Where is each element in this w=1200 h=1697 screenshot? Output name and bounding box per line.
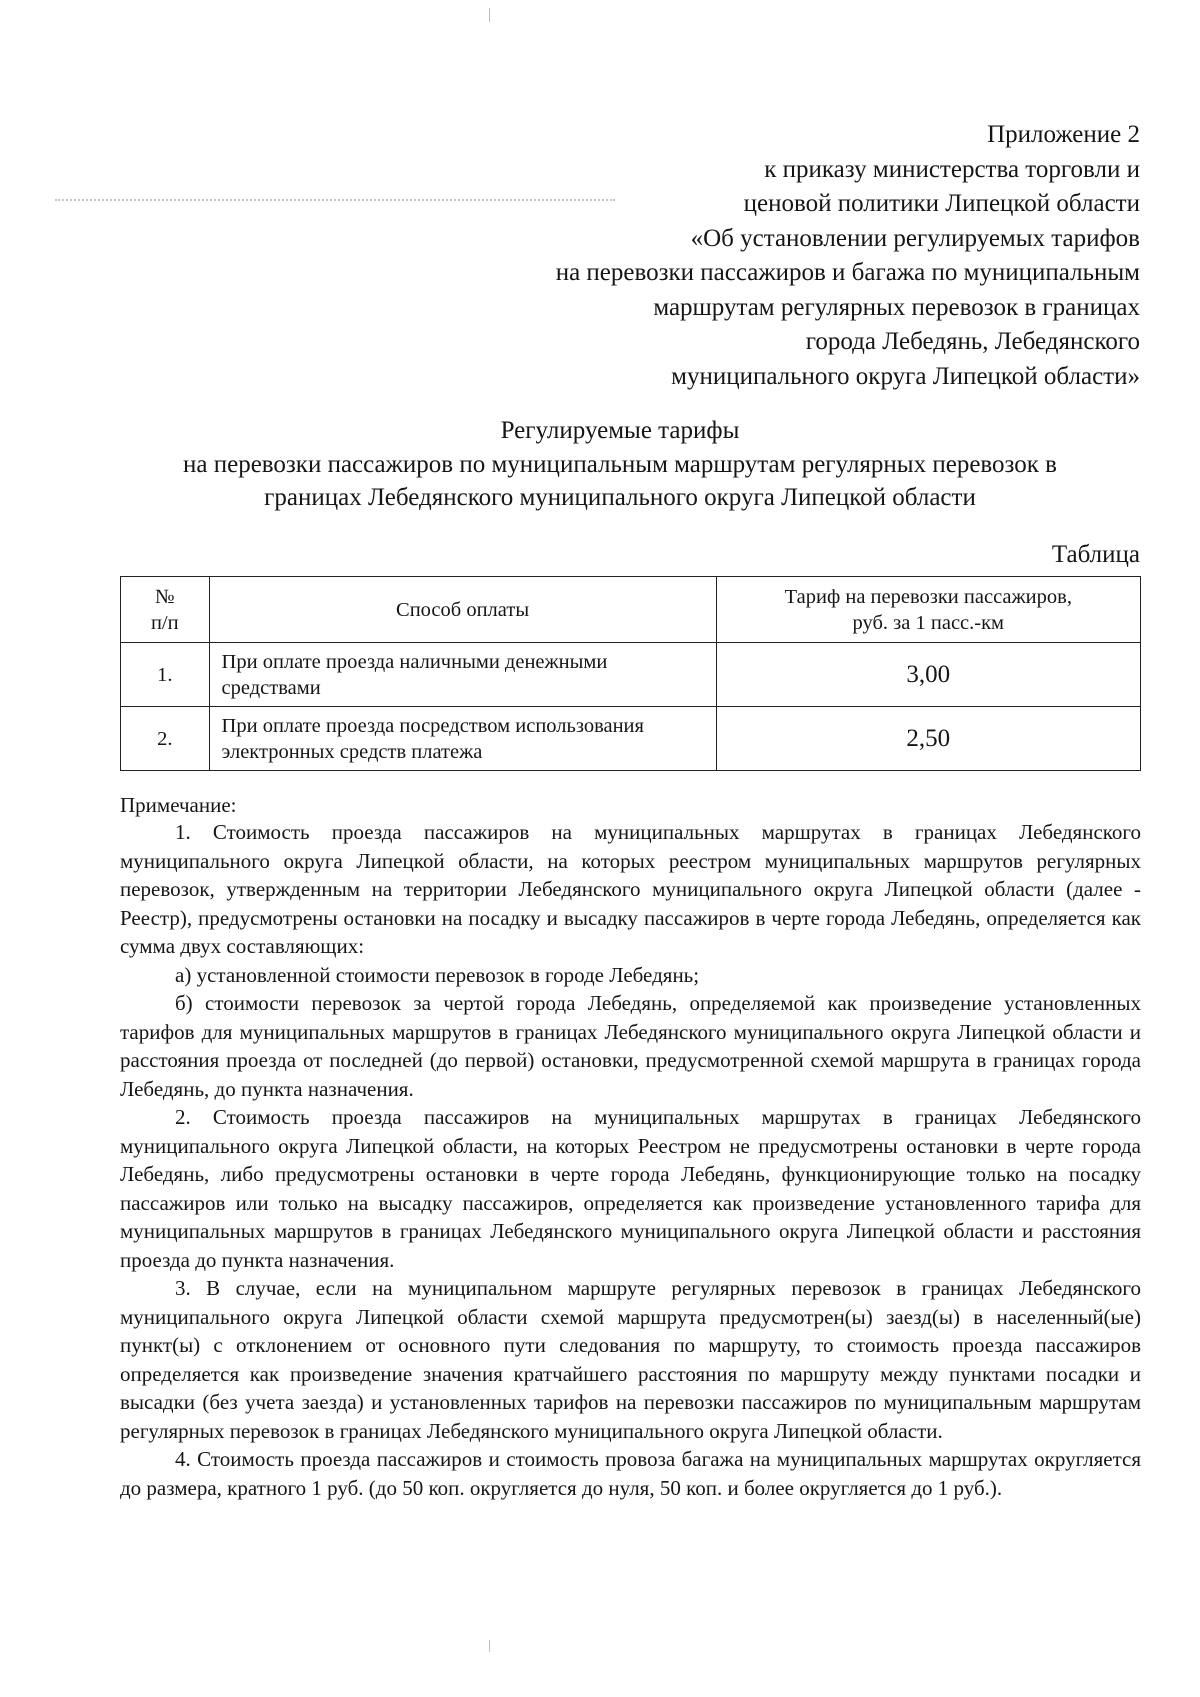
document-title	[100, 414, 1140, 515]
table-header-row	[121, 577, 1141, 643]
title-line: на перевозки пассажиров по муниципальным маршрутам регулярных перевозок в	[183, 450, 1057, 478]
scan-artifact	[489, 8, 490, 22]
title-line: Регулируемые тарифы	[500, 417, 740, 444]
annex-line: города Лебедянь, Лебедянского	[805, 328, 1140, 355]
notes-title: Примечание:	[120, 793, 237, 817]
note-paragraph: 3. В случае, если на муниципальном маршруте регулярных перевозок в границах Лебедянского муниципального округа Липецкой области схемой маршрута предусмотрен(ы) заезд(ы) в населенный(ые) пункт(ы) с отклонением от основного пути следования по маршруту, то стоимость проезда пассажиров определяется как произведение значения кратчайшего расстояния по маршруту между пунктами посадки и высадки (без учета заезда) и установленных тарифов на перевозки пассажиров по муниципальным маршрутам регулярных перевозок в границах Лебедянского муниципального округа Липецкой области.	[120, 1276, 1141, 1443]
tariff-table	[120, 576, 1141, 771]
row-tariff: 2,50	[716, 707, 1140, 771]
annex-line: ценовой политики Липецкой области	[743, 190, 1140, 217]
row-number: 1.	[121, 643, 210, 707]
annex-line: «Об установлении регулируемых тарифов	[690, 224, 1140, 252]
notes-body	[120, 818, 1141, 1502]
table-row	[121, 643, 1141, 707]
note-paragraph: а) установленной стоимости перевозок в городе Лебедянь;	[175, 962, 700, 987]
scan-artifact	[489, 1640, 490, 1652]
table-row	[121, 707, 1141, 771]
header-number: № п/п	[121, 577, 210, 643]
note-paragraph: 1. Стоимость проезда пассажиров на муниципальных маршрутах в границах Лебедянского муниципального округа Липецкой области, на которых реестром муниципальных маршрутов регулярных перевозок, утвержденным на территории Лебедянского муниципального округа Липецкой области (далее - Реестр), предусмотрены остановки на посадку и высадку пассажиров в черте города Лебедянь, определяется как сумма двух составляющих:	[120, 820, 1141, 958]
row-number: 2.	[121, 707, 210, 771]
note-paragraph: б) стоимости перевозок за чертой города Лебедянь, определяемой как произведение установленных тарифов для муниципальных маршрутов в границах Лебедянского муниципального округа Липецкой области и расстояния проезда от последней (до первой) остановки, предусмотренной схемой маршрута в границах города Лебедянь, до пункта назначения.	[120, 991, 1141, 1101]
title-line: границах Лебедянского муниципального округа Липецкой области	[264, 484, 976, 511]
annex-header	[430, 118, 1140, 394]
note-paragraph: 2. Стоимость проезда пассажиров на муниципальных маршрутах в границах Лебедянского муниципального округа Липецкой области, на которых Реестром не предусмотрены остановки в черте города Лебедянь, либо предусмотрены остановки в черте города Лебедянь, функционирующие только на посадку пассажиров или только на высадку пассажиров, определяется как произведение установленного тарифа для муниципальных маршрутов в границах Лебедянского муниципального округа Липецкой области и расстояния проезда до пункта назначения.	[120, 1105, 1141, 1272]
annex-line: муниципального округа Липецкой области»	[671, 362, 1140, 390]
row-tariff: 3,00	[716, 643, 1140, 707]
header-payment-method: Способ оплаты	[209, 577, 716, 643]
annex-line: к приказу министерства торговли и	[764, 155, 1140, 183]
row-payment-method: При оплате проезда посредством использования электронных средств платежа	[209, 707, 716, 771]
note-paragraph: 4. Стоимость проезда пассажиров и стоимость провоза багажа на муниципальных маршрутах округляется до размера, кратного 1 руб. (до 50 коп. округляется до нуля, 50 коп. и более округляется до 1 руб.).	[120, 1447, 1141, 1500]
row-payment-method: При оплате проезда наличными денежными средствами	[209, 643, 716, 707]
annex-line: на перевозки пассажиров и багажа по муниципальным	[555, 259, 1140, 286]
table-caption: Таблица	[1051, 541, 1140, 568]
annex-line: маршрутам регулярных перевозок в границах	[653, 293, 1140, 321]
header-tariff: Тариф на перевозки пассажиров, руб. за 1 пасс.-км	[716, 577, 1140, 643]
annex-line: Приложение 2	[987, 121, 1140, 148]
